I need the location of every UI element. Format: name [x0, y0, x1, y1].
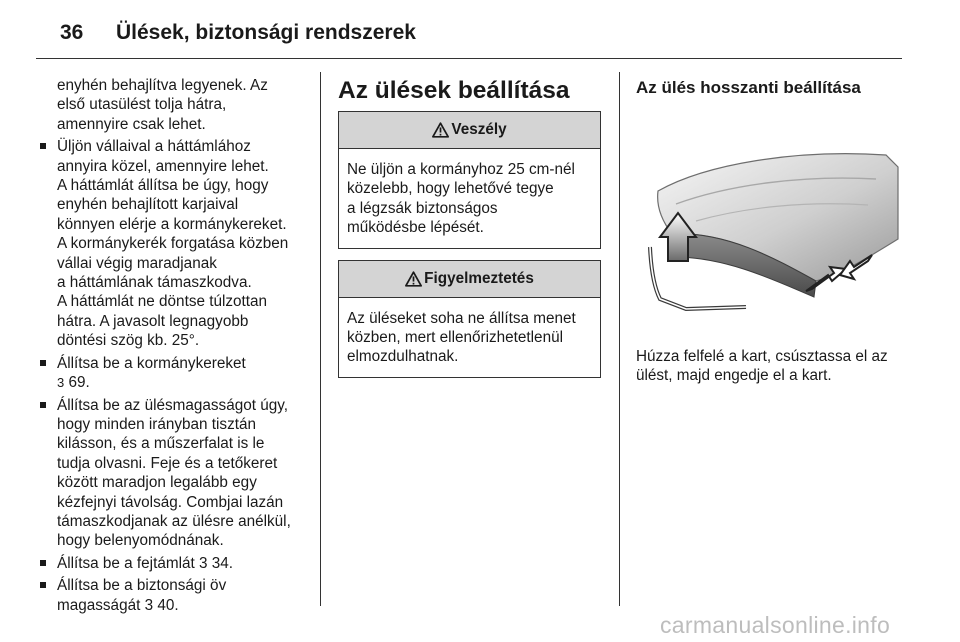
- figure-caption: [636, 347, 906, 386]
- bullet-square-icon: [40, 560, 46, 566]
- instruction-line: a háttámlának támaszkodva.: [57, 274, 252, 292]
- danger-box-body: [339, 149, 600, 248]
- instruction-line: Állítsa be az ülésmagasságot úgy,: [57, 396, 288, 414]
- instruction-item-steering-wheel: [40, 354, 312, 393]
- bullet-square-icon: [40, 582, 46, 588]
- instruction-line: könnyen elérje a kormánykereket.: [57, 215, 287, 233]
- instruction-item-seat-height: [40, 396, 312, 551]
- header-divider: [36, 58, 902, 59]
- intro-line: első utasülést tolja hátra,: [57, 96, 227, 114]
- instruction-line: magasságát 3 40.: [57, 596, 179, 614]
- instruction-item-backrest: [40, 137, 312, 350]
- box-line: Az üléseket soha ne állítsa menet: [347, 309, 576, 327]
- instruction-list: [40, 137, 312, 615]
- column-divider-right: [619, 72, 620, 606]
- box-line: közelebb, hogy lehetővé tegye: [347, 180, 554, 198]
- bullet-square-icon: [40, 360, 46, 366]
- instruction-line: hogy minden irányban tisztán: [57, 415, 256, 433]
- instruction-line: annyira közel, amennyire lehet.: [57, 157, 269, 175]
- instruction-line: enyhén behajlított karjaival: [57, 196, 239, 214]
- box-line: közben, mert ellenőrizhetetlenül: [347, 329, 563, 347]
- instruction-line: tudja olvasni. Feje és a tetőkeret: [57, 454, 278, 472]
- page-header: [0, 0, 960, 60]
- seat-adjustment-illustration: [636, 109, 902, 321]
- instruction-line: kilásson, és a műszerfalat is le: [57, 435, 265, 453]
- caution-box: [338, 260, 601, 378]
- instruction-line: A háttámlát ne döntse túlzottan: [57, 293, 268, 311]
- instruction-line: hátra. A javasolt legnagyobb: [57, 312, 249, 330]
- section-title: Az ülések beállítása: [338, 77, 570, 104]
- instruction-line: kézfejnyi távolság. Combjai lazán: [57, 493, 284, 511]
- instruction-line: A kormánykerék forgatása közben: [57, 235, 289, 253]
- column-divider-left: [320, 72, 321, 606]
- instruction-line: között maradjon legalább egy: [57, 474, 257, 492]
- danger-box-heading: Veszély: [451, 121, 507, 138]
- caution-box-body: [339, 298, 600, 377]
- box-line: Ne üljön a kormányhoz 25 cm-nél: [347, 161, 575, 178]
- warning-triangle-icon: [405, 271, 422, 287]
- caption-line: ülést, majd engedje el a kart.: [636, 367, 832, 385]
- reference-page: 69.: [68, 374, 90, 392]
- instruction-line: Állítsa be a kormánykereket: [57, 354, 246, 372]
- caution-box-heading: Figyelmeztetés: [424, 269, 534, 287]
- instruction-item-headrest: [40, 554, 312, 573]
- intro-line: enyhén behajlítva legyenek. Az: [57, 77, 268, 94]
- danger-box: [338, 111, 601, 249]
- bullet-square-icon: [40, 143, 46, 149]
- danger-box-header: [339, 112, 600, 149]
- box-line: működésbe lépését.: [347, 219, 484, 237]
- subsection-title: Az ülés hosszanti beállítása: [636, 78, 861, 97]
- intro-paragraph: [40, 76, 312, 134]
- reference-arrow-icon: 3: [57, 375, 65, 391]
- instruction-line: A háttámlát állítsa be úgy, hogy: [57, 177, 269, 195]
- instruction-line: hogy belenyomódnának.: [57, 532, 224, 550]
- instruction-line: döntési szög kb. 25°.: [57, 332, 200, 350]
- instruction-line: támaszkodjanak az ülésre anélkül,: [57, 512, 291, 530]
- instruction-line: vállai végig maradjanak: [57, 254, 217, 272]
- watermark[interactable]: carmanualsonline.info: [660, 612, 891, 638]
- left-column: [40, 76, 312, 618]
- intro-line: amennyire csak lehet.: [57, 115, 206, 133]
- page-number: 36: [60, 21, 84, 44]
- right-column: [636, 77, 906, 386]
- middle-column: [338, 77, 601, 389]
- caption-line: Húzza felfelé a kart, csúsztassa el az: [636, 348, 888, 365]
- bullet-square-icon: [40, 402, 46, 408]
- instruction-line: Üljön vállaival a háttámlához: [57, 138, 251, 156]
- page-title: Ülések, biztonsági rendszerek: [116, 21, 416, 44]
- page-reference[interactable]: [57, 373, 312, 392]
- box-line: elmozdulhatnak.: [347, 348, 459, 366]
- instruction-line: Állítsa be a biztonsági öv: [57, 577, 227, 595]
- caution-box-header: [339, 261, 600, 298]
- instruction-line: Állítsa be a fejtámlát 3 34.: [57, 554, 234, 572]
- box-line: a légzsák biztonságos: [347, 199, 498, 217]
- warning-triangle-icon: [432, 122, 449, 138]
- instruction-item-seat-belt: [40, 576, 312, 615]
